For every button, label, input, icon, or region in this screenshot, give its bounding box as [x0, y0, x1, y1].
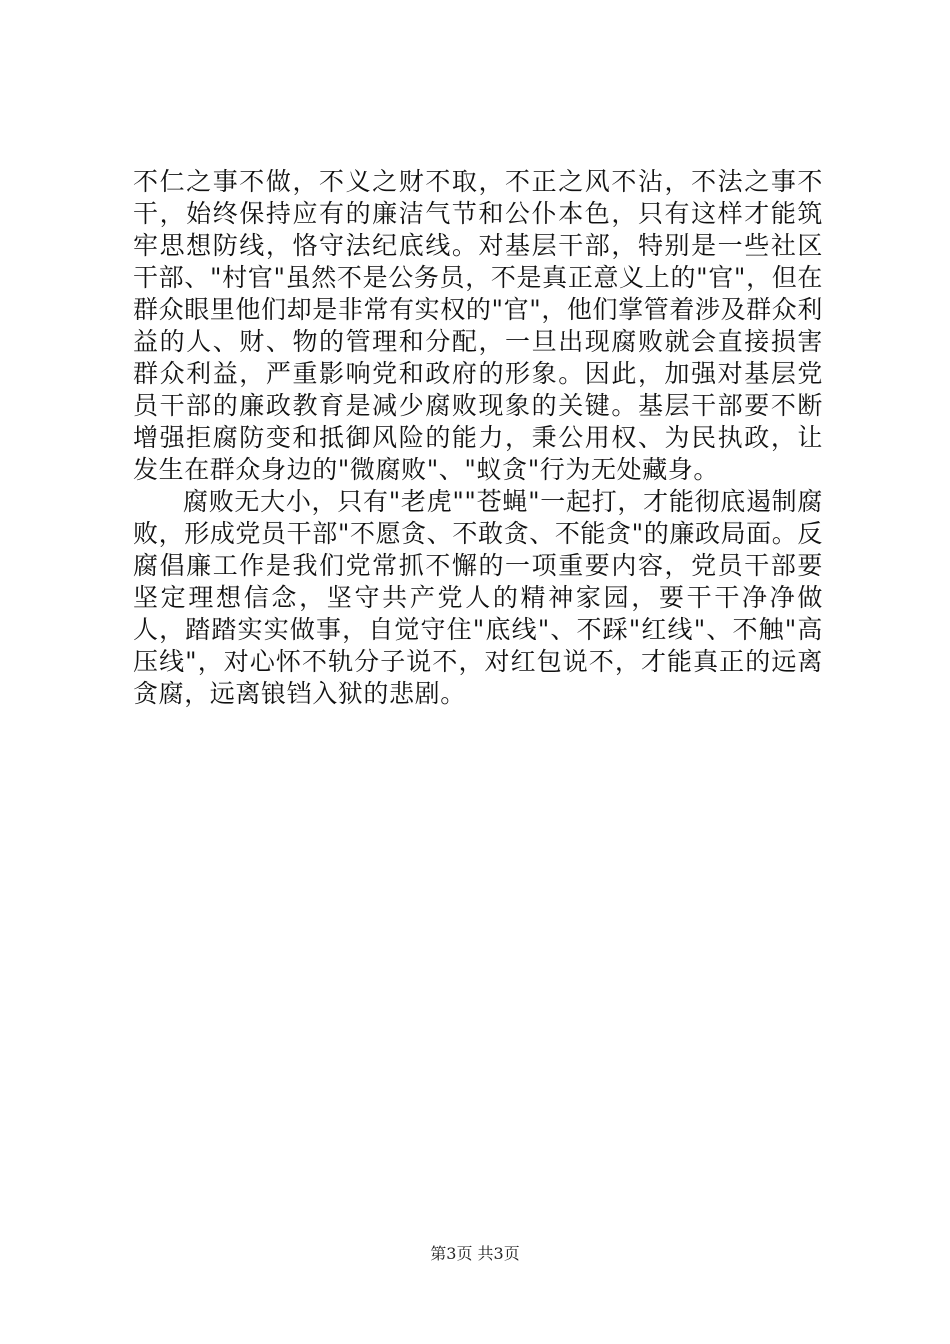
paragraph-anti-corruption: 腐败无大小，只有"老虎""苍蝇"一起打，才能彻底遏制腐败，形成党员干部"不愿贪、不敢贪、不能贪"的廉政局面。反腐倡廉工作是我们党常抓不懈的一项重要内容，党员干部要坚定理想信念，坚守共产党人的精神家园，要干干净净做人，踏踏实实做事，自觉守住"底线"、不踩"红线"、不触"高压线"，对心怀不轨分子说不，对红包说不，才能真正的远离贪腐，远离锒铛入狱的悲剧。 [133, 487, 823, 708]
page-footer: 第3页 共3页 [430, 1244, 520, 1263]
paragraph-continued: 不仁之事不做，不义之财不取，不正之风不沾，不法之事不干，始终保持应有的廉洁气节和公仆本色，只有这样才能筑牢思想防线，恪守法纪底线。对基层干部，特别是一些社区干部、"村官"虽然不是公务员，不是真正意义上的"官"，但在群众眼里他们却是非常有实权的"官"，他们掌管着涉及群众利益的人、财、物的管理和分配，一旦出现腐败就会直接损害群众利益，严重影响党和政府的形象。因此，加强对基层党员干部的廉政教育是减少腐败现象的关键。基层干部要不断增强拒腐防变和抵御风险的能力，秉公用权、为民执政，让发生在群众身边的"微腐败"、"蚁贪"行为无处藏身。 [133, 167, 823, 484]
document-body [133, 166, 823, 710]
